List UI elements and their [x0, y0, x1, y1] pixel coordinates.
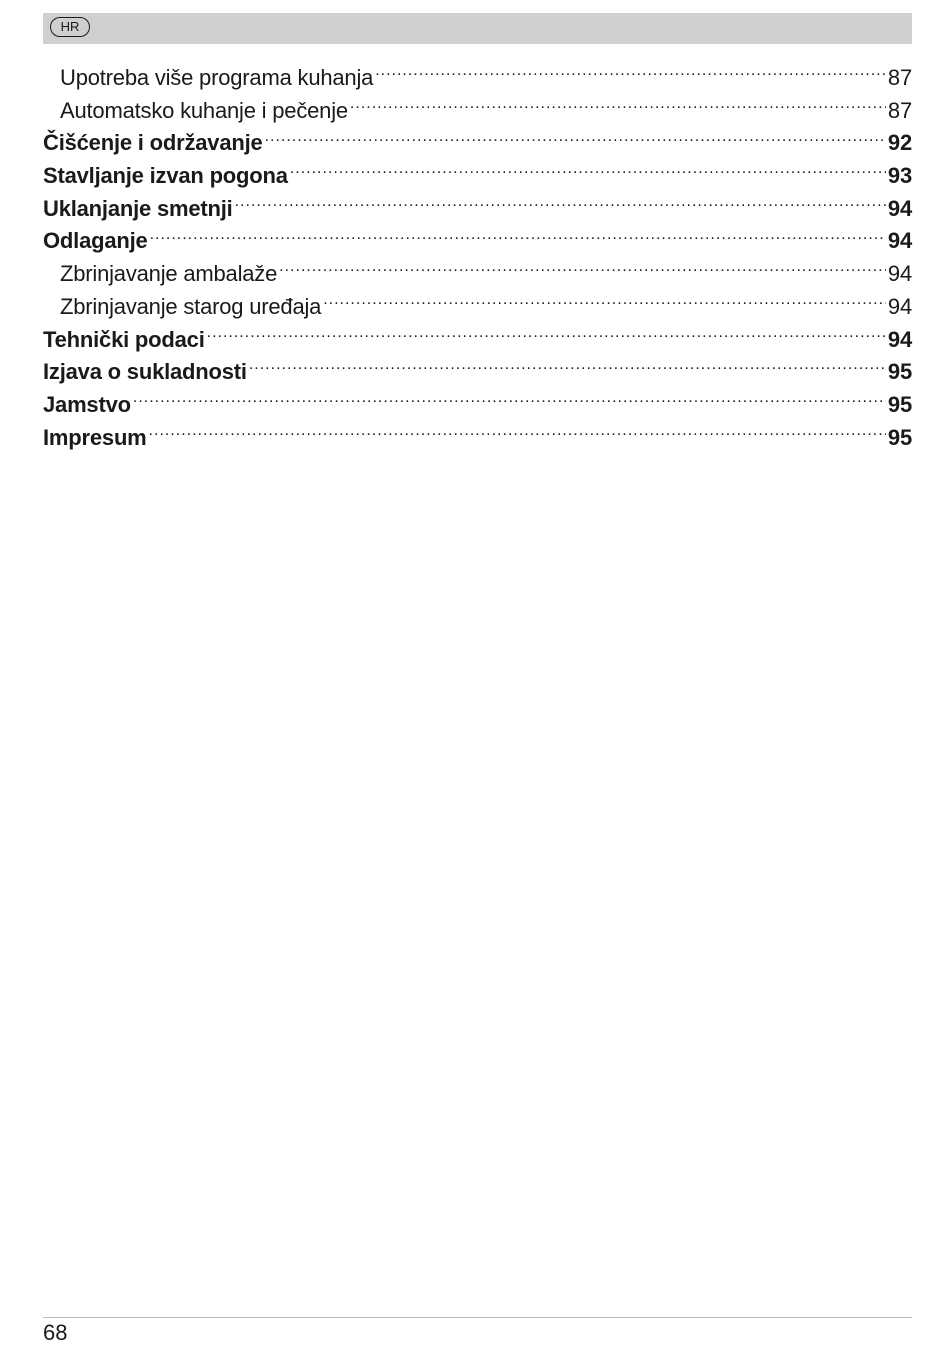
dot-leader [133, 390, 886, 412]
toc-entry-page: 95 [887, 359, 912, 385]
toc-entry[interactable] [43, 225, 912, 258]
toc-entry[interactable] [43, 62, 912, 95]
toc-entry-label: Stavljanje izvan pogona [43, 163, 288, 189]
dot-leader [149, 423, 886, 445]
table-of-contents [43, 62, 912, 454]
toc-entry-label: Zbrinjavanje starog uređaja [60, 293, 322, 319]
dot-leader [279, 259, 886, 281]
toc-entry-label: Odlaganje [43, 228, 148, 254]
toc-entry-label: Impresum [43, 424, 147, 450]
toc-entry-label: Jamstvo [43, 391, 131, 417]
toc-entry[interactable] [43, 389, 912, 422]
toc-entry-page: 87 [887, 65, 912, 90]
toc-entry-label: Automatsko kuhanje i pečenje [60, 97, 348, 123]
header-bar [43, 13, 912, 44]
toc-entry-page: 94 [887, 261, 912, 287]
toc-entry[interactable] [43, 95, 912, 128]
toc-entry-page: 95 [887, 391, 912, 417]
footer-rule [43, 1317, 912, 1318]
toc-entry-label: Upotreba više programa kuhanja [60, 65, 374, 90]
dot-leader [150, 226, 886, 248]
toc-entry-page: 94 [887, 293, 912, 319]
dot-leader [235, 194, 886, 216]
page-number: 68 [43, 1320, 68, 1345]
toc-entry[interactable] [43, 356, 912, 389]
toc-entry-page: 94 [887, 228, 912, 254]
toc-entry-page: 92 [887, 130, 912, 156]
dot-leader [265, 128, 886, 150]
toc-entry-label: Zbrinjavanje ambalaže [60, 261, 278, 287]
toc-entry-page: 87 [887, 97, 912, 123]
dot-leader [290, 161, 886, 183]
toc-entry[interactable] [43, 193, 912, 226]
dot-leader [249, 357, 886, 379]
toc-entry[interactable] [43, 160, 912, 193]
toc-entry[interactable] [43, 291, 912, 324]
toc-entry[interactable] [43, 422, 912, 455]
toc-entry-label: Tehnički podaci [43, 326, 205, 352]
toc-entry[interactable] [43, 258, 912, 291]
toc-entry-label: Čišćenje i održavanje [43, 130, 263, 156]
toc-entry-page: 94 [887, 326, 912, 352]
dot-leader [207, 325, 886, 347]
dot-leader [350, 96, 886, 118]
dot-leader [375, 63, 886, 85]
toc-entry-label: Izjava o sukladnosti [43, 359, 247, 385]
language-badge: HR [50, 17, 90, 37]
toc-entry-page: 94 [887, 195, 912, 221]
dot-leader [323, 292, 886, 314]
toc-entry[interactable] [43, 324, 912, 357]
toc-entry-label: Uklanjanje smetnji [43, 195, 233, 221]
toc-entry-page: 93 [887, 163, 912, 189]
toc-entry[interactable] [43, 127, 912, 160]
toc-entry-page: 95 [887, 424, 912, 450]
